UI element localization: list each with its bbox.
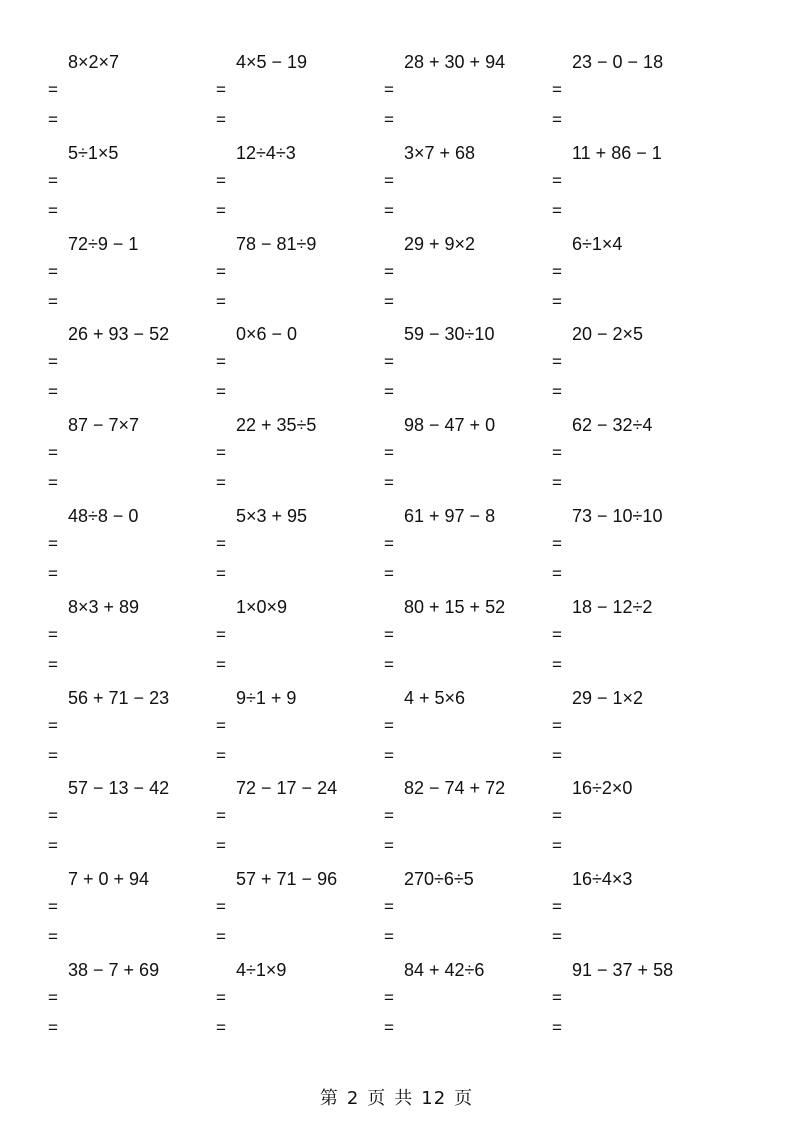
problem-3-2 bbox=[216, 232, 376, 323]
answer-line-1[interactable]: = bbox=[216, 988, 226, 1007]
answer-line-2[interactable]: = bbox=[216, 745, 226, 765]
answer-line-2[interactable]: = bbox=[48, 382, 58, 402]
problem-expression: 26 + 93 − 52 bbox=[68, 324, 170, 345]
answer-line-1[interactable]: = bbox=[384, 806, 394, 826]
answer-line-2[interactable]: = bbox=[48, 654, 58, 674]
answer-line-1[interactable]: = bbox=[216, 352, 226, 372]
answer-line-1[interactable]: = bbox=[384, 715, 394, 735]
answer-line-2[interactable]: = bbox=[384, 473, 394, 493]
problem-9-4 bbox=[552, 776, 712, 867]
answer-line-2[interactable]: = bbox=[48, 200, 58, 220]
problem-7-4 bbox=[552, 595, 712, 686]
problem-expression: 61 + 97 − 8 bbox=[404, 506, 496, 526]
problem-expression: 80 + 15 + 52 bbox=[404, 596, 506, 617]
answer-line-1[interactable]: = bbox=[216, 80, 226, 99]
problem-expression: 4÷1×9 bbox=[236, 960, 287, 980]
answer-line-2[interactable]: = bbox=[552, 1018, 562, 1037]
problem-7-3 bbox=[384, 595, 544, 686]
problem-expression: 84 + 42÷6 bbox=[404, 960, 485, 980]
answer-line-1[interactable]: = bbox=[552, 80, 562, 99]
answer-line-1[interactable]: = bbox=[384, 443, 394, 463]
answer-line-2[interactable]: = bbox=[216, 836, 226, 856]
page-footer bbox=[0, 1086, 793, 1112]
problem-expression: 16÷4×3 bbox=[572, 869, 633, 890]
problem-4-4 bbox=[552, 322, 712, 413]
answer-line-2[interactable]: = bbox=[48, 564, 58, 583]
answer-line-1[interactable]: = bbox=[216, 534, 226, 553]
problem-1-1 bbox=[48, 50, 208, 141]
answer-line-1[interactable]: = bbox=[552, 534, 562, 553]
answer-line-1[interactable]: = bbox=[552, 170, 562, 190]
answer-line-2[interactable]: = bbox=[216, 564, 226, 583]
answer-line-2[interactable]: = bbox=[48, 291, 58, 311]
problem-5-3 bbox=[384, 413, 544, 504]
answer-line-1[interactable]: = bbox=[216, 715, 226, 735]
problem-expression: 29 − 1×2 bbox=[572, 687, 644, 708]
problem-expression: 8×2×7 bbox=[68, 52, 120, 72]
answer-line-2[interactable]: = bbox=[552, 654, 562, 674]
answer-line-1[interactable]: = bbox=[384, 988, 394, 1007]
problem-expression: 270÷6÷5 bbox=[404, 869, 474, 890]
problem-expression: 20 − 2×5 bbox=[572, 324, 644, 345]
problem-expression: 91 − 37 + 58 bbox=[572, 960, 674, 980]
problem-expression: 1×0×9 bbox=[236, 596, 288, 617]
answer-line-2[interactable]: = bbox=[384, 654, 394, 674]
problem-expression: 23 − 0 − 18 bbox=[572, 52, 664, 72]
footer-page-word: 页 bbox=[367, 1088, 387, 1109]
answer-line-2[interactable]: = bbox=[48, 1018, 58, 1037]
problem-expression: 5×3 + 95 bbox=[236, 506, 308, 526]
answer-line-2[interactable]: = bbox=[216, 1018, 226, 1037]
answer-line-1[interactable]: = bbox=[216, 624, 226, 644]
problem-expression: 73 − 10÷10 bbox=[572, 506, 663, 526]
problem-expression: 28 + 30 + 94 bbox=[404, 52, 506, 72]
problem-1-3 bbox=[384, 50, 544, 141]
problem-11-4 bbox=[552, 958, 712, 1049]
answer-line-1[interactable]: = bbox=[216, 170, 226, 190]
problem-4-1 bbox=[48, 322, 208, 413]
answer-line-1[interactable]: = bbox=[216, 443, 226, 463]
answer-line-1[interactable]: = bbox=[48, 352, 58, 372]
answer-line-2[interactable]: = bbox=[552, 473, 562, 493]
problem-5-2 bbox=[216, 413, 376, 504]
footer-total-word: 共 bbox=[394, 1088, 414, 1109]
answer-line-2[interactable]: = bbox=[48, 836, 58, 856]
problem-2-4 bbox=[552, 141, 712, 232]
problem-expression: 3×7 + 68 bbox=[404, 142, 476, 163]
problem-8-1 bbox=[48, 686, 208, 777]
problem-6-1 bbox=[48, 504, 208, 595]
problem-10-1 bbox=[48, 867, 208, 958]
problem-expression: 18 − 12÷2 bbox=[572, 596, 653, 617]
problem-expression: 72 − 17 − 24 bbox=[236, 778, 338, 799]
problem-5-4 bbox=[552, 413, 712, 504]
answer-line-1[interactable]: = bbox=[48, 988, 58, 1007]
problem-expression: 62 − 32÷4 bbox=[572, 415, 653, 436]
problem-expression: 48÷8 − 0 bbox=[68, 506, 139, 526]
problem-2-3 bbox=[384, 141, 544, 232]
problem-expression: 11 + 86 − 1 bbox=[572, 142, 662, 163]
answer-line-1[interactable]: = bbox=[552, 352, 562, 372]
answer-line-2[interactable]: = bbox=[384, 110, 394, 129]
answer-line-1[interactable]: = bbox=[48, 443, 58, 463]
answer-line-2[interactable]: = bbox=[552, 564, 562, 583]
answer-line-2[interactable]: = bbox=[552, 927, 562, 947]
answer-line-2[interactable]: = bbox=[552, 745, 562, 765]
problem-8-4 bbox=[552, 686, 712, 777]
problem-2-1 bbox=[48, 141, 208, 232]
answer-line-1[interactable]: = bbox=[384, 534, 394, 553]
problem-expression: 8×3 + 89 bbox=[68, 596, 140, 617]
problem-3-1 bbox=[48, 232, 208, 323]
problem-7-2 bbox=[216, 595, 376, 686]
answer-line-2[interactable]: = bbox=[216, 291, 226, 311]
problem-11-1 bbox=[48, 958, 208, 1049]
answer-line-2[interactable]: = bbox=[216, 473, 226, 493]
problem-expression: 56 + 71 − 23 bbox=[68, 687, 170, 708]
answer-line-2[interactable]: = bbox=[384, 564, 394, 583]
answer-line-2[interactable]: = bbox=[552, 291, 562, 311]
problem-10-4 bbox=[552, 867, 712, 958]
problem-expression: 4 + 5×6 bbox=[404, 687, 466, 708]
answer-line-1[interactable]: = bbox=[48, 170, 58, 190]
problem-expression: 38 − 7 + 69 bbox=[68, 960, 160, 980]
problem-8-3 bbox=[384, 686, 544, 777]
answer-line-1[interactable]: = bbox=[48, 261, 58, 281]
answer-line-2[interactable]: = bbox=[384, 927, 394, 947]
answer-line-2[interactable]: = bbox=[552, 200, 562, 220]
problem-expression: 87 − 7×7 bbox=[68, 415, 140, 436]
answer-line-2[interactable]: = bbox=[552, 836, 562, 856]
problem-9-3 bbox=[384, 776, 544, 867]
answer-line-2[interactable]: = bbox=[384, 1018, 394, 1037]
problem-5-1 bbox=[48, 413, 208, 504]
problem-9-1 bbox=[48, 776, 208, 867]
answer-line-1[interactable]: = bbox=[216, 897, 226, 917]
answer-line-1[interactable]: = bbox=[48, 806, 58, 826]
answer-line-1[interactable]: = bbox=[552, 715, 562, 735]
problem-expression: 22 + 35÷5 bbox=[236, 415, 317, 436]
answer-line-2[interactable]: = bbox=[216, 200, 226, 220]
answer-line-1[interactable]: = bbox=[552, 261, 562, 281]
problem-4-2 bbox=[216, 322, 376, 413]
problem-6-4 bbox=[552, 504, 712, 595]
problem-3-3 bbox=[384, 232, 544, 323]
answer-line-1[interactable]: = bbox=[552, 897, 562, 917]
answer-line-2[interactable]: = bbox=[384, 745, 394, 765]
answer-line-1[interactable]: = bbox=[552, 443, 562, 463]
answer-line-2[interactable]: = bbox=[48, 473, 58, 493]
problem-expression: 57 + 71 − 96 bbox=[236, 869, 338, 890]
answer-line-2[interactable]: = bbox=[216, 382, 226, 402]
answer-line-2[interactable]: = bbox=[384, 382, 394, 402]
problem-expression: 12÷4÷3 bbox=[236, 142, 296, 163]
answer-line-1[interactable]: = bbox=[552, 624, 562, 644]
problem-expression: 6÷1×4 bbox=[572, 233, 623, 254]
answer-line-1[interactable]: = bbox=[48, 534, 58, 553]
answer-line-1[interactable]: = bbox=[384, 261, 394, 281]
problem-7-1 bbox=[48, 595, 208, 686]
problem-expression: 72÷9 − 1 bbox=[68, 233, 139, 254]
answer-line-1[interactable]: = bbox=[384, 80, 394, 99]
problem-6-3 bbox=[384, 504, 544, 595]
footer-current-page: 2 bbox=[346, 1088, 360, 1109]
problem-expression: 59 − 30÷10 bbox=[404, 324, 495, 345]
answer-line-1[interactable]: = bbox=[48, 715, 58, 735]
answer-line-2[interactable]: = bbox=[48, 110, 58, 129]
answer-line-1[interactable]: = bbox=[384, 352, 394, 372]
problem-expression: 16÷2×0 bbox=[572, 778, 633, 799]
problem-expression: 9÷1 + 9 bbox=[236, 687, 297, 708]
problem-9-2 bbox=[216, 776, 376, 867]
answer-line-2[interactable]: = bbox=[384, 836, 394, 856]
problem-expression: 78 − 81÷9 bbox=[236, 233, 317, 254]
problem-8-2 bbox=[216, 686, 376, 777]
answer-line-2[interactable]: = bbox=[216, 927, 226, 947]
problem-expression: 57 − 13 − 42 bbox=[68, 778, 170, 799]
answer-line-1[interactable]: = bbox=[216, 261, 226, 281]
problem-expression: 5÷1×5 bbox=[68, 142, 119, 163]
problem-1-4 bbox=[552, 50, 712, 141]
problem-10-2 bbox=[216, 867, 376, 958]
problem-expression: 98 − 47 + 0 bbox=[404, 415, 496, 436]
problem-3-4 bbox=[552, 232, 712, 323]
problem-1-2 bbox=[216, 50, 376, 141]
answer-line-1[interactable]: = bbox=[216, 806, 226, 826]
answer-line-1[interactable]: = bbox=[48, 624, 58, 644]
answer-line-1[interactable]: = bbox=[552, 806, 562, 826]
answer-line-2[interactable]: = bbox=[48, 745, 58, 765]
problem-10-3 bbox=[384, 867, 544, 958]
answer-line-1[interactable]: = bbox=[552, 988, 562, 1007]
problem-2-2 bbox=[216, 141, 376, 232]
footer-prefix: 第 bbox=[319, 1088, 339, 1109]
problem-expression: 82 − 74 + 72 bbox=[404, 778, 506, 799]
problem-6-2 bbox=[216, 504, 376, 595]
problem-expression: 29 + 9×2 bbox=[404, 233, 476, 254]
footer-suffix: 页 bbox=[454, 1088, 474, 1109]
problem-11-2 bbox=[216, 958, 376, 1049]
answer-line-1[interactable]: = bbox=[48, 897, 58, 917]
answer-line-1[interactable]: = bbox=[384, 624, 394, 644]
problem-expression: 7 + 0 + 94 bbox=[68, 869, 150, 890]
answer-line-2[interactable]: = bbox=[384, 291, 394, 311]
footer-total-pages: 12 bbox=[421, 1088, 447, 1109]
answer-line-2[interactable]: = bbox=[48, 927, 58, 947]
answer-line-2[interactable]: = bbox=[216, 654, 226, 674]
answer-line-2[interactable]: = bbox=[216, 110, 226, 129]
answer-line-2[interactable]: = bbox=[552, 110, 562, 129]
answer-line-1[interactable]: = bbox=[384, 170, 394, 190]
problem-expression: 4×5 − 19 bbox=[236, 52, 308, 72]
answer-line-1[interactable]: = bbox=[48, 80, 58, 99]
answer-line-2[interactable]: = bbox=[552, 382, 562, 402]
answer-line-2[interactable]: = bbox=[384, 200, 394, 220]
answer-line-1[interactable]: = bbox=[384, 897, 394, 917]
problem-4-3 bbox=[384, 322, 544, 413]
problem-expression: 0×6 − 0 bbox=[236, 324, 298, 345]
problem-11-3 bbox=[384, 958, 544, 1049]
